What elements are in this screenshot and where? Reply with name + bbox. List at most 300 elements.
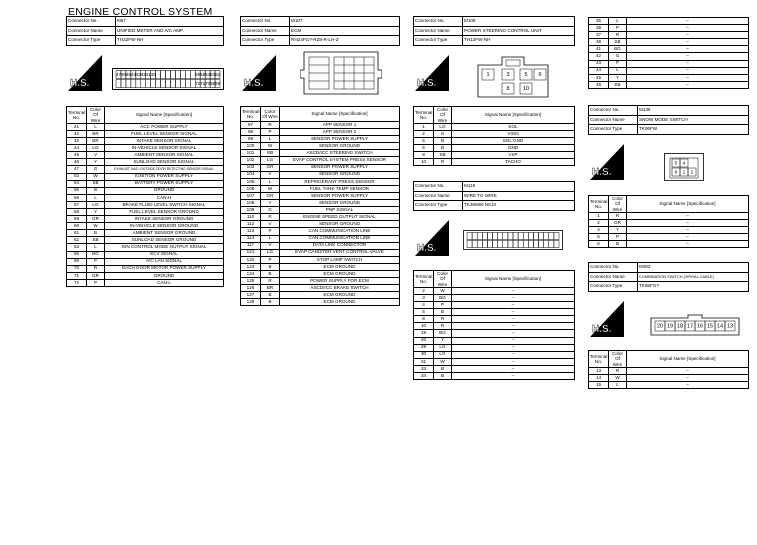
terminal-no-cell: 8 xyxy=(414,152,434,159)
table-row xyxy=(414,344,575,351)
signal-name-cell: – xyxy=(452,302,575,309)
wire-color-cell: B xyxy=(434,138,452,145)
signal-name-cell: – xyxy=(627,25,749,32)
connector-no-label: Connector No. xyxy=(414,182,463,192)
color-of-wire-header: Color Of Wire xyxy=(87,107,105,124)
wire-color-cell: L xyxy=(87,244,105,251)
wire-color-cell: G xyxy=(87,166,105,173)
wire-color-cell: Y xyxy=(609,74,627,81)
signal-name-cell: – xyxy=(452,294,575,301)
table-row xyxy=(67,208,224,215)
signal-name-cell: CAN-L xyxy=(105,279,224,286)
terminal-no-cell: 128 xyxy=(241,299,261,306)
signal-name-cell: SOL GND xyxy=(452,138,575,145)
signal-name-cell: GROUND xyxy=(105,272,224,279)
terminal-no-cell: 5 xyxy=(414,138,434,145)
pin-table-m118-continued xyxy=(588,17,749,89)
signal-name-cell: ASCD/ICC STEERING SWITCH xyxy=(280,150,400,157)
terminal-no-cell: 70 xyxy=(67,265,87,272)
wire-color-cell: R xyxy=(609,367,627,374)
terminal-no-cell: 101 xyxy=(241,150,261,157)
wire-color-cell: R xyxy=(261,122,280,129)
connector-face-m302 xyxy=(650,314,740,336)
terminal-no-cell: 125 xyxy=(241,278,261,285)
table-row xyxy=(67,251,224,258)
table-row xyxy=(67,159,224,166)
pin-label: 43 xyxy=(135,73,141,79)
signal-name-cell: – xyxy=(627,374,749,381)
terminal-no-cell: 104 xyxy=(241,171,261,178)
signal-name-cell: – xyxy=(627,81,749,88)
wire-color-cell: LG xyxy=(434,123,452,130)
wire-color-cell: B xyxy=(434,145,452,152)
signal-name-cell: SUNLOAD SENSOR SIGNAL xyxy=(105,159,224,166)
wire-color-cell: BG xyxy=(87,251,105,258)
terminal-no-cell: 10 xyxy=(414,159,434,166)
connector-m108 xyxy=(413,16,575,46)
pin-label: 6 xyxy=(538,72,542,79)
wire-color-cell: Y xyxy=(609,227,627,234)
signal-name-cell: INTAKE SENSOR SIGNAL xyxy=(105,138,224,145)
terminal-no-cell: 5 xyxy=(414,309,434,316)
wire-color-cell: L xyxy=(609,382,627,389)
terminal-no-cell: 2 xyxy=(589,219,609,226)
page-title: ENGINE CONTROL SYSTEM xyxy=(68,6,213,18)
terminal-no-cell: 124 xyxy=(241,270,261,277)
table-row xyxy=(241,171,400,178)
table-row xyxy=(414,351,575,358)
pin-label: 56 xyxy=(195,73,201,79)
pin-label: 45 xyxy=(125,73,132,79)
table-row xyxy=(414,365,575,372)
table-row xyxy=(589,219,749,226)
pin-label: 71 xyxy=(199,82,206,88)
connector-type-label: Connector Type xyxy=(241,36,290,46)
signal-name-cell: FUEL LEVEL SENSOR SIGNAL xyxy=(105,130,224,137)
table-row xyxy=(67,166,224,173)
terminal-no-cell: 30 xyxy=(414,351,434,358)
wire-color-cell: LG xyxy=(261,249,280,256)
terminal-no-cell: 54 xyxy=(67,180,87,187)
table-row xyxy=(414,316,575,323)
table-row xyxy=(589,74,749,81)
pin-label: 20 xyxy=(656,323,664,330)
terminal-no-cell: 34 xyxy=(414,372,434,379)
wire-color-cell: P xyxy=(261,129,280,136)
signal-name-cell: – xyxy=(627,219,749,226)
wire-color-cell: SB xyxy=(87,180,105,187)
wire-color-cell: G xyxy=(261,207,280,214)
table-row xyxy=(589,60,749,67)
wire-color-cell: B xyxy=(87,230,105,237)
table-row xyxy=(67,230,224,237)
terminal-no-header: Terminal No. xyxy=(414,271,434,288)
signal-name-cell: ENGINE SPEED OUTPUT SIGNAL xyxy=(280,214,400,221)
signal-name-cell: APP SENSOR 2 xyxy=(280,129,400,136)
signal-name-cell: – xyxy=(627,367,749,374)
signal-name-cell: STOP LAMP SWITCH xyxy=(280,256,400,263)
connector-m139 xyxy=(588,105,749,135)
table-row xyxy=(414,337,575,344)
signal-name-header: Signal Name [Specification] xyxy=(105,107,224,124)
pin-label: 1 xyxy=(486,72,490,79)
connector-face-m108 xyxy=(476,55,550,99)
pin-table-m302 xyxy=(588,350,749,389)
connector-name-label: Connector Name xyxy=(589,272,638,282)
table-row xyxy=(589,18,749,25)
connector-no-label: Connector No. xyxy=(589,106,638,116)
wire-color-cell: W xyxy=(434,358,452,365)
signal-name-header: Signal Name [Specification] xyxy=(280,107,400,122)
table-row xyxy=(67,180,224,187)
signal-name-cell: ECV SIGNAL xyxy=(105,251,224,258)
terminal-no-cell: 1 xyxy=(589,212,609,219)
pin-label: 8 xyxy=(506,86,510,93)
pin-label: 4 xyxy=(682,161,686,167)
terminal-no-cell: 123 xyxy=(241,263,261,270)
signal-name-cell: SENSOR GROUND xyxy=(280,171,400,178)
table-row xyxy=(241,285,400,292)
table-row xyxy=(67,216,224,223)
wire-color-cell: L xyxy=(261,178,280,185)
terminal-no-cell: 15 xyxy=(589,382,609,389)
table-row xyxy=(589,67,749,74)
wire-color-cell: P xyxy=(87,258,105,265)
signal-name-cell: DATA LINK CONNECTOR xyxy=(280,242,400,249)
terminal-no-cell: 33 xyxy=(414,365,434,372)
signal-name-cell: APP SENSOR 1 xyxy=(280,122,400,129)
pin-label: 72 xyxy=(195,82,201,88)
connector-face-m118 xyxy=(463,230,563,250)
table-row xyxy=(589,382,749,389)
signal-name-cell: – xyxy=(452,337,575,344)
signal-name-cell: EVAP CONTROL SYSTEM PRESS SENSOR xyxy=(280,157,400,164)
signal-name-cell: – xyxy=(627,234,749,241)
table-row xyxy=(241,221,400,228)
signal-name-cell: POWER SUPPLY FOR ECM xyxy=(280,278,400,285)
terminal-no-cell: 103 xyxy=(241,164,261,171)
connector-name-label: Connector Name xyxy=(241,26,290,36)
table-row xyxy=(589,39,749,46)
svg-text:H.S.: H.S. xyxy=(417,243,437,254)
table-row xyxy=(414,123,575,130)
wire-color-cell: W xyxy=(87,173,105,180)
table-row xyxy=(589,53,749,60)
signal-name-cell: – xyxy=(627,227,749,234)
terminal-no-cell: 42 xyxy=(67,130,87,137)
signal-name-cell: BRAKE FLUID LEVEL SWITCH SIGNAL xyxy=(105,201,224,208)
hs-emblem xyxy=(590,301,624,337)
wire-color-cell: Y xyxy=(261,200,280,207)
color-of-wire-header: Color Of Wire xyxy=(434,271,452,288)
connector-name-label: Connector Name xyxy=(414,26,463,36)
signal-name-cell: – xyxy=(627,212,749,219)
wire-color-cell: BG xyxy=(434,330,452,337)
terminal-no-cell: 45 xyxy=(589,74,609,81)
wire-color-cell: B xyxy=(261,292,280,299)
table-row xyxy=(241,129,400,136)
color-of-wire-header: Color Of Wire xyxy=(609,196,627,213)
pin-label: 1 xyxy=(682,170,686,176)
pin-label: 19 xyxy=(666,323,674,330)
wire-color-cell: R xyxy=(261,278,280,285)
pin-label: 41 xyxy=(145,73,151,79)
terminal-no-cell: 41 xyxy=(67,123,87,130)
wire-color-cell: SB xyxy=(609,81,627,88)
color-of-wire-header: Color Of Wire xyxy=(434,107,452,124)
signal-name-cell: VSP xyxy=(452,152,575,159)
wire-color-cell: GR xyxy=(609,219,627,226)
signal-name-cell: IN-VEHICLE SENSOR GROUND xyxy=(105,223,224,230)
pin-label: 3 xyxy=(506,72,510,79)
signal-name-cell: PNP SIGNAL xyxy=(280,207,400,214)
terminal-no-header: Terminal No. xyxy=(241,107,261,122)
table-row xyxy=(414,323,575,330)
terminal-no-cell: 127 xyxy=(241,292,261,299)
signal-name-cell: TACHO xyxy=(452,159,575,166)
pin-label: 5 xyxy=(674,161,678,167)
wire-color-cell: Y xyxy=(434,337,452,344)
signal-name-cell: ECM GROUND xyxy=(280,263,400,270)
wire-color-cell: GR xyxy=(87,216,105,223)
connector-type-value: RH24FGY-RZ8-R-LH-Z xyxy=(290,36,400,46)
wire-color-cell: P xyxy=(87,279,105,286)
connector-name-value: ECM xyxy=(290,26,400,36)
pin-label: 68 xyxy=(214,82,221,88)
signal-name-cell: – xyxy=(452,358,575,365)
svg-text:H.S.: H.S. xyxy=(592,324,612,335)
table-row xyxy=(67,187,224,194)
wire-color-cell: B xyxy=(434,372,452,379)
terminal-no-cell: 58 xyxy=(67,208,87,215)
wire-color-cell: L xyxy=(261,136,280,143)
signal-name-cell: SUNLOAD SENSOR GROUND xyxy=(105,237,224,244)
signal-name-cell: – xyxy=(452,323,575,330)
connector-type-value: TH12FW-NH xyxy=(463,36,575,46)
signal-name-cell: CAN COMMUNICATION LINE xyxy=(280,228,400,235)
table-row xyxy=(414,330,575,337)
terminal-no-cell: 55 xyxy=(67,187,87,194)
wire-color-cell: BR xyxy=(87,130,105,137)
table-row xyxy=(241,150,400,157)
table-row xyxy=(67,152,224,159)
signal-name-cell: SENSOR POWER SUPPLY xyxy=(280,136,400,143)
table-row xyxy=(589,227,749,234)
table-row xyxy=(67,237,224,244)
signal-name-cell: – xyxy=(452,351,575,358)
signal-name-header: Signal Name [Specification] xyxy=(627,351,749,368)
pin-label: 13 xyxy=(726,323,734,330)
table-row xyxy=(241,242,400,249)
terminal-no-cell: 63 xyxy=(67,244,87,251)
connector-type-value: TK08FGY xyxy=(638,282,749,292)
connector-no-value: M108 xyxy=(463,17,575,27)
hs-emblem xyxy=(242,55,276,91)
connector-no-label: Connector No. xyxy=(67,17,116,27)
signal-name-cell: – xyxy=(627,46,749,53)
table-row xyxy=(589,234,749,241)
terminal-no-cell: 6 xyxy=(589,241,609,248)
signal-name-cell: ECM GROUND xyxy=(280,299,400,306)
signal-name-cell: – xyxy=(452,365,575,372)
pin-label: 15 xyxy=(706,323,714,330)
table-row xyxy=(241,185,400,192)
table-row xyxy=(589,241,749,248)
wire-color-cell: GR xyxy=(87,272,105,279)
signal-name-cell: FUEL LEVEL SENSOR GROUND xyxy=(105,208,224,215)
terminal-no-header: Terminal No. xyxy=(414,107,434,124)
wire-color-cell: P xyxy=(261,256,280,263)
wire-color-cell: SB xyxy=(87,237,105,244)
wire-color-cell: L xyxy=(609,67,627,74)
table-row xyxy=(589,25,749,32)
terminal-no-header: Terminal No. xyxy=(589,196,609,213)
signal-name-cell: IN-VEHICLE SENSOR SIGNAL xyxy=(105,145,224,152)
table-row xyxy=(67,244,224,251)
signal-name-cell: SENSOR GROUND xyxy=(280,200,400,207)
pin-label: 53 xyxy=(209,73,216,79)
connector-name-value: POWER STEERING CONTROL UNIT xyxy=(463,26,575,36)
table-row xyxy=(414,309,575,316)
connector-type-value: TH32FW-NH xyxy=(116,36,224,46)
signal-name-cell: – xyxy=(627,53,749,60)
wire-color-cell: BG xyxy=(609,46,627,53)
connector-type-label: Connector Type xyxy=(414,36,463,46)
signal-name-cell: BATTERY POWER SUPPLY xyxy=(105,180,224,187)
table-row xyxy=(241,278,400,285)
signal-name-cell: – xyxy=(452,316,575,323)
wire-color-cell: R xyxy=(434,323,452,330)
terminal-no-cell: 53 xyxy=(67,173,87,180)
connector-type-value: TK36MW-NS10 xyxy=(463,201,575,211)
terminal-no-cell: 100 xyxy=(241,143,261,150)
terminal-no-cell: 29 xyxy=(414,344,434,351)
wire-color-cell: P xyxy=(609,60,627,67)
table-row xyxy=(241,263,400,270)
wire-color-cell: B xyxy=(434,365,452,372)
wire-color-cell: W xyxy=(261,143,280,150)
terminal-no-cell: 113 xyxy=(241,228,261,235)
connector-no-label: Connector No. xyxy=(589,263,638,273)
table-row xyxy=(67,130,224,137)
terminal-no-cell: 13 xyxy=(589,367,609,374)
pin-table-m139 xyxy=(588,195,749,248)
connector-no-value: M118 xyxy=(463,182,575,192)
terminal-no-cell: 60 xyxy=(67,223,87,230)
table-row xyxy=(241,207,400,214)
table-row xyxy=(67,194,224,201)
table-row xyxy=(241,164,400,171)
signal-name-cell: SENSOR GROUND xyxy=(280,221,400,228)
wire-color-cell: L xyxy=(87,194,105,201)
signal-name-cell: ION CONTROL MODE OUTPUT SIGNAL xyxy=(105,244,224,251)
terminal-no-cell: 98 xyxy=(241,129,261,136)
signal-name-header: Signal Name [Specification] xyxy=(452,271,575,288)
connector-type-value: TK06FW xyxy=(638,125,749,135)
table-row xyxy=(589,367,749,374)
table-row xyxy=(241,256,400,263)
terminal-no-cell: 37 xyxy=(589,32,609,39)
terminal-no-cell: 97 xyxy=(241,122,261,129)
table-row xyxy=(589,81,749,88)
color-of-wire-header: Color Of Wire xyxy=(609,351,627,368)
signal-name-cell: – xyxy=(452,372,575,379)
wire-color-cell: B xyxy=(87,187,105,194)
wire-color-cell: LG xyxy=(434,351,452,358)
terminal-no-cell: 20 xyxy=(414,337,434,344)
wire-color-cell: R xyxy=(87,265,105,272)
connector-no-label: Connector No. xyxy=(414,17,463,27)
hs-emblem xyxy=(415,55,449,91)
terminal-no-cell: 2 xyxy=(414,287,434,294)
pin-label: 54 xyxy=(204,73,211,79)
wire-color-cell: R xyxy=(261,214,280,221)
connector-m107 xyxy=(240,16,400,46)
signal-name-cell: CAN COMMUNICATION LINE xyxy=(280,235,400,242)
signal-name-cell: GND xyxy=(452,145,575,152)
pin-label: 17 xyxy=(686,323,694,330)
connector-type-label: Connector Type xyxy=(67,36,116,46)
table-row xyxy=(241,228,400,235)
table-row xyxy=(241,178,400,185)
wire-color-cell: V xyxy=(261,221,280,228)
pin-label: 52 xyxy=(214,73,221,79)
terminal-no-cell: 126 xyxy=(241,285,261,292)
svg-text:H.S.: H.S. xyxy=(70,78,90,89)
table-row xyxy=(241,214,400,221)
pin-label: 5 xyxy=(524,72,528,79)
table-row xyxy=(414,145,575,152)
terminal-no-cell: 5 xyxy=(589,234,609,241)
table-row xyxy=(414,302,575,309)
wire-color-cell: R xyxy=(434,159,452,166)
signal-name-cell: EACH DOOR MOTOR POWER SUPPLY xyxy=(105,265,224,272)
hs-emblem xyxy=(68,55,102,91)
wire-color-cell: V xyxy=(87,152,105,159)
pin-label: 44 xyxy=(130,73,137,79)
hs-emblem xyxy=(590,144,624,180)
wire-color-cell: P xyxy=(609,25,627,32)
terminal-no-cell: 2 xyxy=(414,130,434,137)
pin-label: 47 xyxy=(115,73,122,79)
pin-table-m67 xyxy=(66,106,224,287)
connector-m118 xyxy=(413,181,575,211)
table-row xyxy=(67,145,224,152)
terminal-no-cell: 117 xyxy=(241,242,261,249)
connector-no-value: M139 xyxy=(638,106,749,116)
table-row xyxy=(241,200,400,207)
signal-name-cell: GROUND xyxy=(105,187,224,194)
connector-name-label: Connector Name xyxy=(414,191,463,201)
signal-name-cell: CAN-H xyxy=(105,194,224,201)
signal-name-cell: FUEL TANK TEMP SENSOR xyxy=(280,185,400,192)
wire-color-cell: B xyxy=(261,270,280,277)
signal-name-cell: – xyxy=(452,344,575,351)
terminal-no-cell: 14 xyxy=(589,374,609,381)
wire-color-cell: BG xyxy=(434,294,452,301)
signal-name-cell: REFRIGERANT PRESS SENSOR xyxy=(280,178,400,185)
table-row xyxy=(414,138,575,145)
wire-color-cell: BR xyxy=(87,138,105,145)
wire-color-cell: BR xyxy=(261,285,280,292)
wire-color-cell: W xyxy=(434,287,452,294)
connector-no-value: M107 xyxy=(290,17,400,27)
pin-label: 2 xyxy=(690,170,694,176)
pin-label: 40 xyxy=(150,73,156,79)
connector-no-value: M67 xyxy=(116,17,224,27)
pin-table-m107 xyxy=(240,106,400,306)
terminal-no-cell: 47 xyxy=(67,166,87,173)
